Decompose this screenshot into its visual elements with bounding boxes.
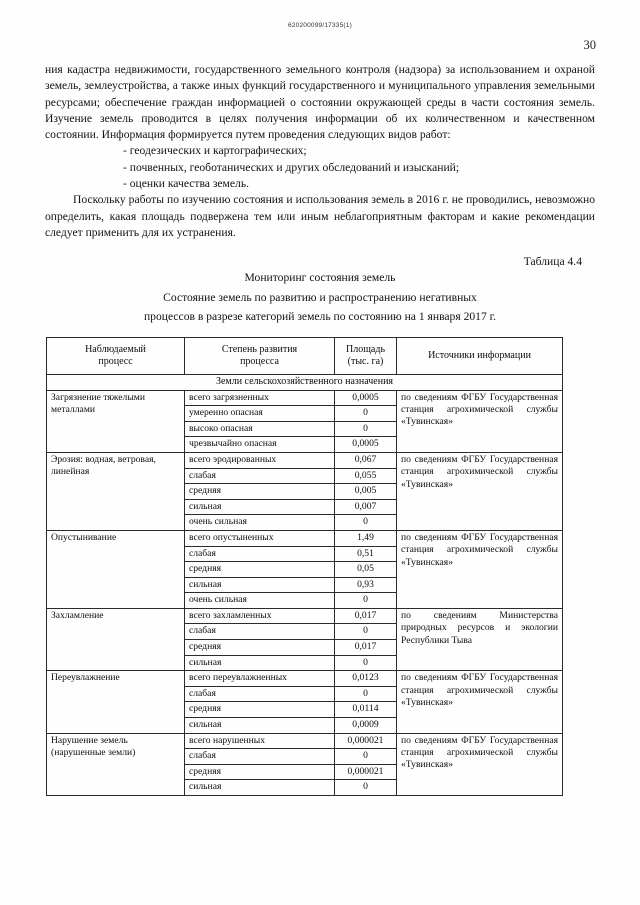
cell-area: 0,0114 xyxy=(335,702,397,718)
column-header-source-line-1: Источники информации xyxy=(428,349,531,361)
document-code: 620200099/17335(1) xyxy=(288,22,352,29)
cell-area: 0,017 xyxy=(335,608,397,624)
table-row xyxy=(47,671,563,687)
column-header-area-line-2: (тыс. га) xyxy=(347,356,384,368)
paragraph-1: ния кадастра недвижимости, государственного земельного контроля (надзора) за использованием и охраной земель, землеустройства, а также иных функций государственного и муниципального управления земельными ресурсами; обеспечение граждан информацией о состоянии окружающей среды в части состояния земель. Изучение земель проводится в целях получения информации об их количественном и качественном состоянии. Информация формируется путем проведения следующих видов работ: xyxy=(45,63,595,142)
cell-area: 0,05 xyxy=(335,562,397,578)
list-item: - геодезических и картографических; xyxy=(123,144,307,158)
cell-process: Загрязнение тяжелыми металлами xyxy=(47,390,185,452)
cell-degree: всего захламленных xyxy=(185,608,335,624)
cell-process: Переувлажнение xyxy=(47,671,185,733)
cell-degree: средняя xyxy=(185,764,335,780)
cell-area: 0,51 xyxy=(335,546,397,562)
cell-source: по сведениям ФГБУ Государственная станция агрохимической службы «Тувинская» xyxy=(397,452,563,530)
cell-degree: слабая xyxy=(185,468,335,484)
work-types-list xyxy=(45,143,595,192)
table-header xyxy=(47,338,563,375)
column-header-process-line-1: Наблюдаемый xyxy=(85,343,146,355)
cell-degree: слабая xyxy=(185,686,335,702)
cell-area: 0 xyxy=(335,749,397,765)
cell-area: 0 xyxy=(335,593,397,609)
cell-degree: сильная xyxy=(185,577,335,593)
cell-process: Захламление xyxy=(47,608,185,670)
cell-area: 0,000021 xyxy=(335,764,397,780)
cell-degree: всего загрязненных xyxy=(185,390,335,406)
cell-area: 0,005 xyxy=(335,484,397,500)
cell-area: 0,017 xyxy=(335,640,397,656)
column-header-area xyxy=(335,338,397,375)
table-header-row xyxy=(47,338,563,375)
cell-source: по сведениям Министерства природных ресурсов и экологии Республики Тыва xyxy=(397,608,563,670)
cell-process: Нарушение земель (нарушенные земли) xyxy=(47,733,185,795)
cell-degree: средняя xyxy=(185,562,335,578)
cell-degree: слабая xyxy=(185,546,335,562)
cell-area: 0 xyxy=(335,624,397,640)
cell-degree: слабая xyxy=(185,624,335,640)
cell-degree: всего нарушенных xyxy=(185,733,335,749)
list-item: - почвенных, геоботанических и других обследований и изысканий; xyxy=(123,160,460,174)
cell-area: 0,0123 xyxy=(335,671,397,687)
cell-degree: сильная xyxy=(185,655,335,671)
table-number-label: Таблица 4.4 xyxy=(523,255,582,269)
table-row xyxy=(47,530,563,546)
cell-area: 0 xyxy=(335,515,397,531)
cell-area: 0 xyxy=(335,421,397,437)
cell-area: 0,007 xyxy=(335,499,397,515)
section-title-cell: Земли сельскохозяйственного назначения xyxy=(47,375,563,390)
column-header-area-line-1: Площадь xyxy=(346,343,385,355)
cell-area: 0 xyxy=(335,686,397,702)
column-header-degree xyxy=(185,338,335,375)
table-subtitle-line-2: процессов в разрезе категорий земель по состоянию на 1 января 2017 г. xyxy=(143,309,497,323)
cell-process: Эрозия: водная, ветровая, линейная xyxy=(47,452,185,530)
cell-area: 0 xyxy=(335,406,397,422)
cell-area: 0,93 xyxy=(335,577,397,593)
cell-area: 0,067 xyxy=(335,452,397,468)
cell-degree: средняя xyxy=(185,702,335,718)
cell-degree: сильная xyxy=(185,499,335,515)
cell-source: по сведениям ФГБУ Государственная станция агрохимической службы «Тувинская» xyxy=(397,733,563,795)
cell-source: по сведениям ФГБУ Государственная станция агрохимической службы «Тувинская» xyxy=(397,530,563,608)
table-row xyxy=(47,390,563,406)
cell-degree: чрезвычайно опасная xyxy=(185,437,335,453)
page-content xyxy=(45,62,595,796)
table-title: Мониторинг состояния земель xyxy=(244,271,396,285)
table-row xyxy=(47,452,563,468)
cell-degree: слабая xyxy=(185,749,335,765)
column-header-degree-line-1: Степень развития xyxy=(221,343,298,355)
list-item: - оценки качества земель. xyxy=(123,177,250,191)
cell-degree: всего эродированных xyxy=(185,452,335,468)
cell-degree: средняя xyxy=(185,640,335,656)
cell-degree: очень сильная xyxy=(185,515,335,531)
table-body xyxy=(47,375,563,796)
cell-area: 0,0005 xyxy=(335,390,397,406)
table-subtitle-line-1: Состояние земель по развитию и распространению негативных xyxy=(163,290,477,304)
table-row xyxy=(47,608,563,624)
cell-degree: всего переувлажненных xyxy=(185,671,335,687)
cell-source: по сведениям ФГБУ Государственная станция агрохимической службы «Тувинская» xyxy=(397,671,563,733)
paragraph-2: Поскольку работы по изучению состояния и использования земель в 2016 г. не проводились, невозможно определить, какая площадь подвержена тем или иным неблагоприятным факторам и какие рекомендации следует применить для их устранения. xyxy=(45,193,595,239)
cell-degree: умеренно опасная xyxy=(185,406,335,422)
cell-area: 0,000021 xyxy=(335,733,397,749)
cell-area: 0 xyxy=(335,655,397,671)
cell-degree: сильная xyxy=(185,780,335,796)
land-state-table xyxy=(46,337,563,796)
column-header-process xyxy=(47,338,185,375)
column-header-degree-line-2: процесса xyxy=(240,356,279,368)
cell-area: 0 xyxy=(335,780,397,796)
cell-degree: очень сильная xyxy=(185,593,335,609)
table-section-row xyxy=(47,375,563,390)
cell-degree: сильная xyxy=(185,718,335,734)
cell-degree: высоко опасная xyxy=(185,421,335,437)
table-row xyxy=(47,733,563,749)
cell-degree: средняя xyxy=(185,484,335,500)
column-header-source xyxy=(397,338,563,375)
page-number: 30 xyxy=(583,38,596,52)
cell-process: Опустынивание xyxy=(47,530,185,608)
cell-area: 0,0005 xyxy=(335,437,397,453)
cell-area: 0,055 xyxy=(335,468,397,484)
cell-area: 1,49 xyxy=(335,530,397,546)
column-header-process-line-2: процесс xyxy=(98,356,133,368)
cell-area: 0,0009 xyxy=(335,718,397,734)
cell-degree: всего опустыненных xyxy=(185,530,335,546)
cell-source: по сведениям ФГБУ Государственная станция агрохимической службы «Тувинская» xyxy=(397,390,563,452)
